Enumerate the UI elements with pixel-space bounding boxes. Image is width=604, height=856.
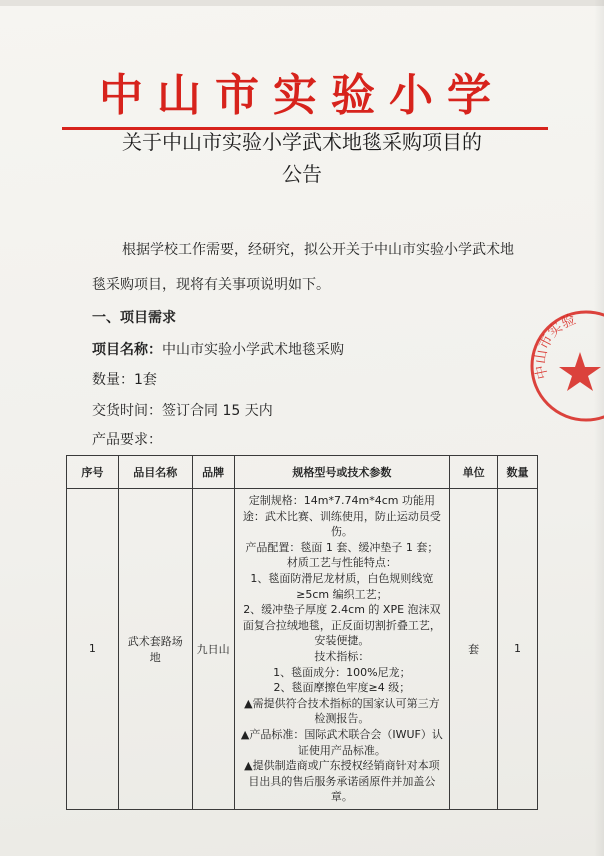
official-seal-icon (528, 308, 604, 424)
col-header-brand: 品牌 (192, 456, 234, 489)
col-header-index: 序号 (67, 456, 119, 489)
intro-paragraph-line2: 毯采购项目，现将有关事项说明如下。 (92, 277, 330, 293)
param-line: 产品配置：毯面 1 套、缓冲垫子 1 套； (245, 540, 439, 554)
section-heading: 一、项目需求 (92, 310, 176, 326)
param-line: ▲提供制造商或广东授权经销商针对本项目出具的售后服务承诺函原件并加盖公章。 (244, 759, 440, 804)
param-line: 1、毯面成分：100%尼龙； (273, 665, 411, 679)
param-line: 技术指标： (314, 649, 370, 663)
delivery-line: 交货时间：签订合同 15 天内 (92, 403, 273, 419)
col-header-params: 规格型号或技术参数 (234, 456, 450, 489)
cell-quantity: 1 (498, 489, 538, 810)
param-line: 2、缓冲垫子厚度 2.4cm 的 XPE 泡沫双面复合拉绒地毯，正反面切割折叠工艺，安装便捷。 (242, 603, 441, 648)
spec-table (66, 455, 538, 810)
col-header-item-name: 品目名称 (118, 456, 192, 489)
project-name-line (92, 340, 344, 360)
param-line: ▲需提供符合技术指标的国家认可第三方检测报告。 (244, 696, 440, 726)
param-line: 材质工艺与性能特点： (286, 556, 397, 570)
param-line: ▲产品标准：国际武术联合会（IWUF）认证使用产品标准。 (240, 727, 443, 757)
table-header-row (67, 456, 538, 489)
notice-title: 关于中山市实验小学武术地毯采购项目的 (122, 130, 482, 154)
param-line: 2、毯面摩擦色牢度≥4 级； (273, 681, 411, 695)
cell-brand: 九日山 (192, 489, 234, 810)
notice-title-line2: 公告 (282, 162, 322, 186)
cell-unit: 套 (450, 489, 498, 810)
cell-item-name: 武术套路场地 (118, 489, 192, 810)
page-top-edge (0, 0, 604, 6)
quantity-line: 数量：1套 (92, 372, 157, 388)
param-line: 定制规格：14m*7.74m*4cm 功能用途：武术比赛、训练使用，防止运动员受伤。 (242, 494, 441, 539)
intro-paragraph-line1: 根据学校工作需要，经研究，拟公开关于中山市实验小学武术地 (122, 242, 514, 258)
cell-index: 1 (67, 489, 119, 810)
requirements-label: 产品要求： (92, 432, 162, 448)
project-name-label: 项目名称： (92, 342, 162, 358)
col-header-quantity: 数量 (498, 456, 538, 489)
project-name-value: 中山市实验小学武术地毯采购 (162, 342, 344, 358)
col-header-unit: 单位 (450, 456, 498, 489)
table-row (67, 489, 538, 810)
param-line: 1、毯面防滑尼龙材质，白色规则线宽≥5cm 编织工艺； (250, 571, 434, 601)
seal-text: 中山市实验 (532, 311, 579, 381)
cell-params (234, 489, 450, 810)
school-letterhead: 中山市实验小学 (99, 70, 505, 121)
